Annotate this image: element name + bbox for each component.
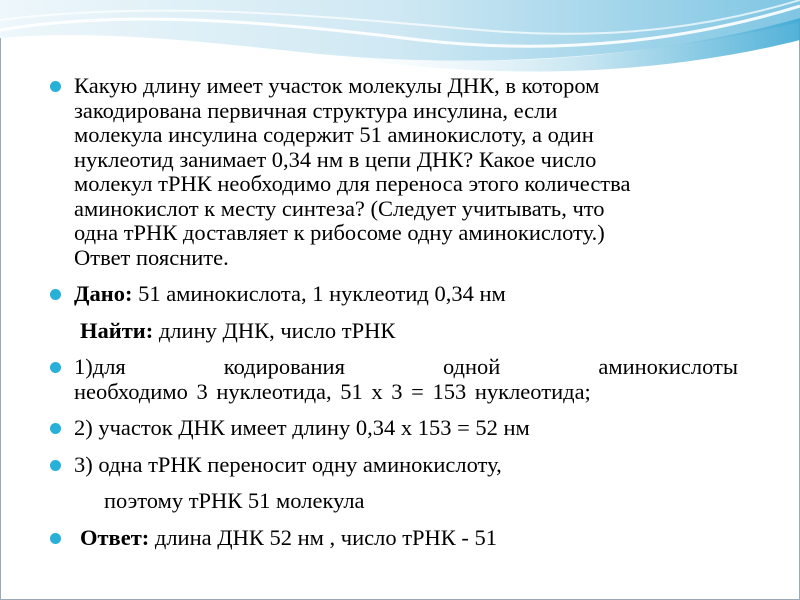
step1-paragraph	[48, 355, 738, 404]
bullet-icon	[50, 533, 61, 544]
text-line: аминокислот к месту синтеза? (Следует учитывать, что	[74, 195, 605, 221]
answer-label: Ответ:	[80, 524, 150, 550]
bullet-icon	[50, 81, 61, 92]
text-line: нуклеотид занимает 0,34 нм в цепи ДНК? Какое число	[74, 146, 597, 172]
text-line: молекула инсулина содержит 51 аминокислоту, а один	[74, 122, 594, 147]
step3-text: 3) одна тРНК переносит одну аминокислоту,	[74, 451, 502, 477]
given-text: 51 аминокислота, 1 нуклеотид 0,34 нм	[132, 281, 506, 306]
text-line: молекул тРНК необходимо для переноса этого количества	[74, 171, 631, 196]
step3-paragraph	[48, 453, 738, 478]
find-text: длину ДНК, число тРНК	[153, 317, 396, 343]
bullet-icon	[50, 362, 61, 373]
text-line: Какую длину имеет участок молекулы ДНК, в котором	[74, 73, 600, 98]
text-line: необходимо 3 нуклеотида, 51 х 3 = 153 нуклеотида;	[74, 378, 591, 404]
text-line: одна тРНК доставляет к рибосоме одну аминокислоту.)	[74, 220, 605, 245]
bullet-icon	[50, 423, 61, 434]
bullet-icon	[50, 289, 61, 300]
step3-continuation-text: поэтому тРНК 51 молекула	[104, 488, 365, 513]
answer-paragraph	[48, 526, 738, 551]
step2-text: 2) участок ДНК имеет длину 0,34 х 153 = 52 нм	[74, 415, 530, 440]
step2-paragraph	[48, 416, 738, 441]
question-paragraph	[48, 74, 738, 270]
header-wave-decoration	[0, 0, 800, 80]
text-line: 1)для кодирования одной аминокислоты	[74, 354, 738, 379]
text-line: закодирована первичная структура инсулина, если	[74, 97, 558, 123]
find-label: Найти:	[80, 317, 154, 343]
answer-text: длина ДНК 52 нм , число тРНК - 51	[149, 524, 498, 550]
given-paragraph	[48, 282, 738, 307]
given-label: Дано:	[74, 281, 133, 306]
slide-content	[48, 74, 738, 562]
bullet-icon	[50, 460, 61, 471]
text-line: Ответ поясните.	[74, 244, 229, 270]
find-paragraph	[48, 319, 738, 344]
step3-continuation	[48, 489, 738, 514]
